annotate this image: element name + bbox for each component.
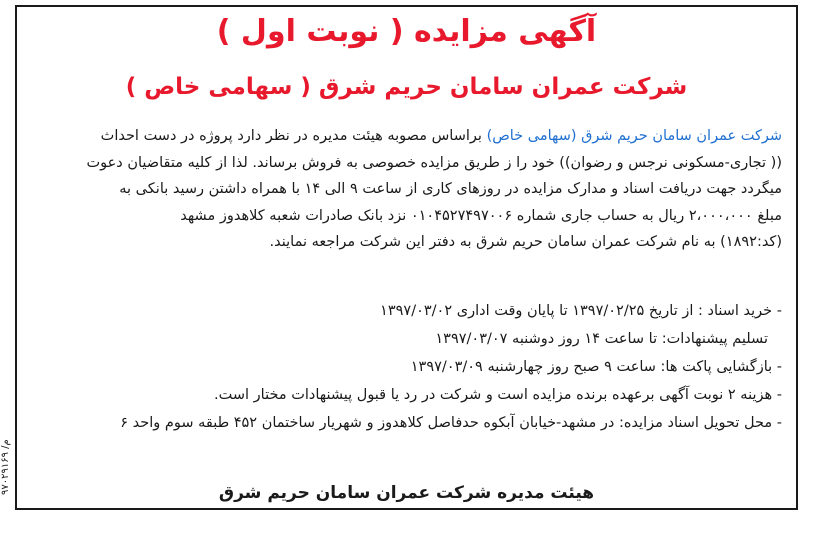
ad-code: م/ ۹۷۰۲۹۱۶۹ bbox=[0, 439, 11, 495]
notice-title: آگهی مزایده ( نوبت اول ) bbox=[216, 14, 597, 49]
intro-line-1 bbox=[29, 123, 782, 150]
company-name-highlight: شرکت عمران سامان حریم شرق (سهامی خاص) bbox=[486, 128, 782, 144]
list-item-location: - محل تحویل اسناد مزایده: در مشهد-خیابان آبکوه حدفاصل کلاهدوز و شهریار ساختمان ۴۵۲ طبقه سوم واحد ۶ bbox=[120, 415, 782, 431]
list-item-cost: - هزینه ۲ نوبت آگهی برعهده برنده مزایده است و شرکت در رد یا قبول پیشنهادات مختار است. bbox=[214, 387, 782, 403]
notice-frame bbox=[15, 5, 798, 510]
intro-line-4: مبلغ ۲،۰۰۰،۰۰۰ ریال به حساب جاری شماره ۰۱۰۴۵۲۷۴۹۷۰۰۶ نزد بانک صادرات شعبه کلاهدوز مشهد bbox=[180, 207, 782, 224]
intro-line-3: میگردد جهت دریافت اسناد و مدارک مزایده در روزهای کاری از ساعت ۹ الی ۱۴ با همراه داشتن رسید بانکی به bbox=[119, 181, 782, 198]
intro-paragraph bbox=[29, 123, 782, 256]
details-list bbox=[29, 297, 782, 437]
company-heading: شرکت عمران سامان حریم شرق ( سهامی خاص ) bbox=[125, 74, 688, 100]
intro-line-2: (( تجاری-مسکونی نرجس و رضوان)) خود را ز طریق مزایده خصوصی به فروش برساند. لذا از کلیه متقاضیان دعوت bbox=[86, 154, 782, 171]
list-item-purchase: - خرید اسناد : از تاریخ ۱۳۹۷/۰۲/۲۵ تا پایان وقت اداری ۱۳۹۷/۰۳/۰۲ bbox=[380, 303, 782, 319]
list-item-submission: تسلیم پیشنهادات: تا ساعت ۱۴ روز دوشنبه ۱۳۹۷/۰۳/۰۷ bbox=[435, 331, 768, 347]
list-item-opening: - بازگشایی پاکت ها: ساعت ۹ صبح روز چهارشنبه ۱۳۹۷/۰۳/۰۹ bbox=[410, 359, 782, 375]
board-signature: هیئت مدیره شرکت عمران سامان حریم شرق bbox=[218, 483, 595, 503]
intro-line-5: (کد:۱۸۹۲) به نام شرکت عمران سامان حریم شرق به دفتر این شرکت مراجعه نمایند. bbox=[269, 234, 782, 251]
intro-line-1-text: براساس مصوبه هیئت مدیره در نظر دارد پروژه در دست احداث bbox=[100, 128, 487, 144]
